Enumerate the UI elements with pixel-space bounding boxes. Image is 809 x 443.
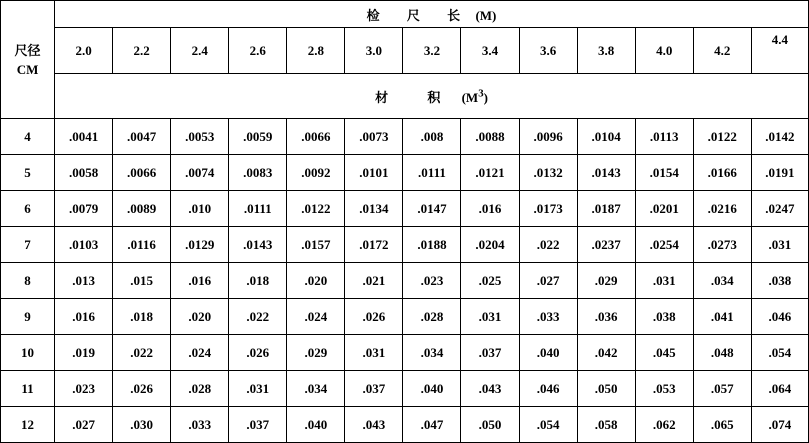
volume-cell: .034 — [287, 371, 345, 407]
volume-cell: .0147 — [403, 191, 461, 227]
header-row-title — [1, 1, 809, 28]
volume-cell: .047 — [403, 407, 461, 443]
volume-cell: .026 — [345, 299, 403, 335]
table-row — [1, 227, 809, 263]
volume-cell: .058 — [577, 407, 635, 443]
length-header-3-6: 3.6 — [519, 28, 577, 74]
length-header-2-0: 2.0 — [55, 28, 113, 74]
volume-cell: .021 — [345, 263, 403, 299]
volume-header-cell — [55, 74, 809, 119]
length-header-2-4: 2.4 — [171, 28, 229, 74]
volume-cell: .037 — [345, 371, 403, 407]
volume-cell: .0073 — [345, 119, 403, 155]
volume-cell: .0047 — [113, 119, 171, 155]
table-row — [1, 119, 809, 155]
volume-title: 材 积 — [375, 89, 459, 105]
volume-cell: .033 — [171, 407, 229, 443]
volume-cell: .054 — [751, 335, 808, 371]
volume-cell: .0254 — [635, 227, 693, 263]
volume-cell: .029 — [577, 263, 635, 299]
volume-cell: .0237 — [577, 227, 635, 263]
volume-cell: .018 — [229, 263, 287, 299]
table-row — [1, 335, 809, 371]
volume-cell: .030 — [113, 407, 171, 443]
volume-cell: .037 — [229, 407, 287, 443]
volume-cell: .0166 — [693, 155, 751, 191]
volume-cell: .0113 — [635, 119, 693, 155]
length-header-4-4: 4.4 — [751, 28, 808, 74]
volume-cell: .0041 — [55, 119, 113, 155]
volume-cell: .031 — [751, 227, 808, 263]
volume-cell: .0111 — [229, 191, 287, 227]
volume-cell: .027 — [55, 407, 113, 443]
table-row — [1, 263, 809, 299]
volume-cell: .041 — [693, 299, 751, 335]
diameter-cell: 11 — [1, 371, 55, 407]
diameter-header-cell — [1, 1, 55, 119]
diameter-cell: 5 — [1, 155, 55, 191]
volume-cell: .040 — [287, 407, 345, 443]
diameter-cell: 8 — [1, 263, 55, 299]
volume-cell: .013 — [55, 263, 113, 299]
volume-cell: .022 — [113, 335, 171, 371]
table-row — [1, 155, 809, 191]
volume-cell: .043 — [345, 407, 403, 443]
diameter-cell: 10 — [1, 335, 55, 371]
volume-cell: .0066 — [113, 155, 171, 191]
volume-cell: .024 — [171, 335, 229, 371]
volume-cell: .043 — [461, 371, 519, 407]
volume-cell: .034 — [403, 335, 461, 371]
volume-cell: .050 — [461, 407, 519, 443]
header-row-lengths — [1, 28, 809, 74]
volume-cell: .027 — [519, 263, 577, 299]
length-header-3-0: 3.0 — [345, 28, 403, 74]
table-row — [1, 299, 809, 335]
volume-cell: .040 — [519, 335, 577, 371]
volume-cell: .0089 — [113, 191, 171, 227]
volume-cell: .008 — [403, 119, 461, 155]
volume-cell: .038 — [635, 299, 693, 335]
volume-cell: .053 — [635, 371, 693, 407]
volume-cell: .028 — [171, 371, 229, 407]
volume-cell: .050 — [577, 371, 635, 407]
volume-cell: .0092 — [287, 155, 345, 191]
volume-cell: .026 — [113, 371, 171, 407]
volume-cell: .0058 — [55, 155, 113, 191]
volume-cell: .0103 — [55, 227, 113, 263]
volume-title-unit: $(M^3)$ — [461, 87, 488, 105]
diameter-cell: 12 — [1, 407, 55, 443]
header-row-volume — [1, 74, 809, 119]
volume-cell: .0129 — [171, 227, 229, 263]
diameter-cell: 6 — [1, 191, 55, 227]
volume-cell: .0191 — [751, 155, 808, 191]
volume-cell: .016 — [55, 299, 113, 335]
volume-cell: .033 — [519, 299, 577, 335]
volume-cell: .031 — [461, 299, 519, 335]
table-body — [1, 1, 809, 443]
volume-cell: .046 — [751, 299, 808, 335]
volume-cell: .024 — [287, 299, 345, 335]
volume-cell: .022 — [229, 299, 287, 335]
volume-cell: .037 — [461, 335, 519, 371]
length-header-2-2: 2.2 — [113, 28, 171, 74]
volume-cell: .0188 — [403, 227, 461, 263]
volume-cell: .0247 — [751, 191, 808, 227]
length-title-unit: (M) — [475, 7, 497, 23]
volume-cell: .0134 — [345, 191, 403, 227]
length-header-2-8: 2.8 — [287, 28, 345, 74]
length-header-cell — [55, 1, 809, 28]
length-header-2-6: 2.6 — [229, 28, 287, 74]
volume-cell: .065 — [693, 407, 751, 443]
volume-cell: .062 — [635, 407, 693, 443]
volume-cell: .0157 — [287, 227, 345, 263]
volume-cell: .0143 — [577, 155, 635, 191]
volume-cell: .025 — [461, 263, 519, 299]
diameter-cell: 9 — [1, 299, 55, 335]
volume-cell: .0122 — [693, 119, 751, 155]
volume-cell: .020 — [287, 263, 345, 299]
volume-cell: .023 — [55, 371, 113, 407]
volume-cell: .016 — [171, 263, 229, 299]
length-header-4-0: 4.0 — [635, 28, 693, 74]
volume-cell: .0187 — [577, 191, 635, 227]
diameter-unit-label: CM — [16, 61, 39, 77]
volume-cell: .0142 — [751, 119, 808, 155]
volume-cell: .019 — [55, 335, 113, 371]
volume-cell: .031 — [229, 371, 287, 407]
volume-cell: .064 — [751, 371, 808, 407]
volume-cell: .0104 — [577, 119, 635, 155]
volume-cell: .0122 — [287, 191, 345, 227]
volume-cell: .015 — [113, 263, 171, 299]
diameter-cell: 4 — [1, 119, 55, 155]
volume-cell: .0216 — [693, 191, 751, 227]
table-row — [1, 191, 809, 227]
volume-cell: .026 — [229, 335, 287, 371]
volume-cell: .045 — [635, 335, 693, 371]
volume-cell: .046 — [519, 371, 577, 407]
volume-cell: .0074 — [171, 155, 229, 191]
volume-cell: .028 — [403, 299, 461, 335]
volume-cell: .0273 — [693, 227, 751, 263]
length-title: 检 尺 长 — [366, 7, 473, 23]
diameter-label: 尺径 — [14, 42, 41, 58]
volume-cell: .0111 — [403, 155, 461, 191]
volume-cell: .054 — [519, 407, 577, 443]
volume-cell: .0201 — [635, 191, 693, 227]
volume-cell: .020 — [171, 299, 229, 335]
volume-cell: .0079 — [55, 191, 113, 227]
volume-cell: .040 — [403, 371, 461, 407]
volume-cell: .0083 — [229, 155, 287, 191]
volume-cell: .0154 — [635, 155, 693, 191]
volume-cell: .0172 — [345, 227, 403, 263]
volume-cell: .0101 — [345, 155, 403, 191]
volume-cell: .018 — [113, 299, 171, 335]
length-header-3-8: 3.8 — [577, 28, 635, 74]
volume-cell: .057 — [693, 371, 751, 407]
volume-cell: .048 — [693, 335, 751, 371]
volume-cell: .0204 — [461, 227, 519, 263]
volume-cell: .010 — [171, 191, 229, 227]
volume-cell: .016 — [461, 191, 519, 227]
volume-cell: .0116 — [113, 227, 171, 263]
volume-cell: .034 — [693, 263, 751, 299]
volume-cell: .0143 — [229, 227, 287, 263]
volume-cell: .029 — [287, 335, 345, 371]
volume-cell: .022 — [519, 227, 577, 263]
volume-cell: .0132 — [519, 155, 577, 191]
volume-cell: .036 — [577, 299, 635, 335]
volume-cell: .031 — [345, 335, 403, 371]
length-header-4-2: 4.2 — [693, 28, 751, 74]
table-row — [1, 407, 809, 443]
volume-cell: .074 — [751, 407, 808, 443]
volume-cell: .0173 — [519, 191, 577, 227]
length-header-3-4: 3.4 — [461, 28, 519, 74]
volume-cell: .031 — [635, 263, 693, 299]
table-row — [1, 371, 809, 407]
volume-cell: .0059 — [229, 119, 287, 155]
volume-cell: .0096 — [519, 119, 577, 155]
volume-cell: .042 — [577, 335, 635, 371]
diameter-cell: 7 — [1, 227, 55, 263]
volume-cell: .023 — [403, 263, 461, 299]
volume-cell: .038 — [751, 263, 808, 299]
length-header-3-2: 3.2 — [403, 28, 461, 74]
volume-cell: .0088 — [461, 119, 519, 155]
volume-cell: .0121 — [461, 155, 519, 191]
volume-cell: .0066 — [287, 119, 345, 155]
volume-cell: .0053 — [171, 119, 229, 155]
